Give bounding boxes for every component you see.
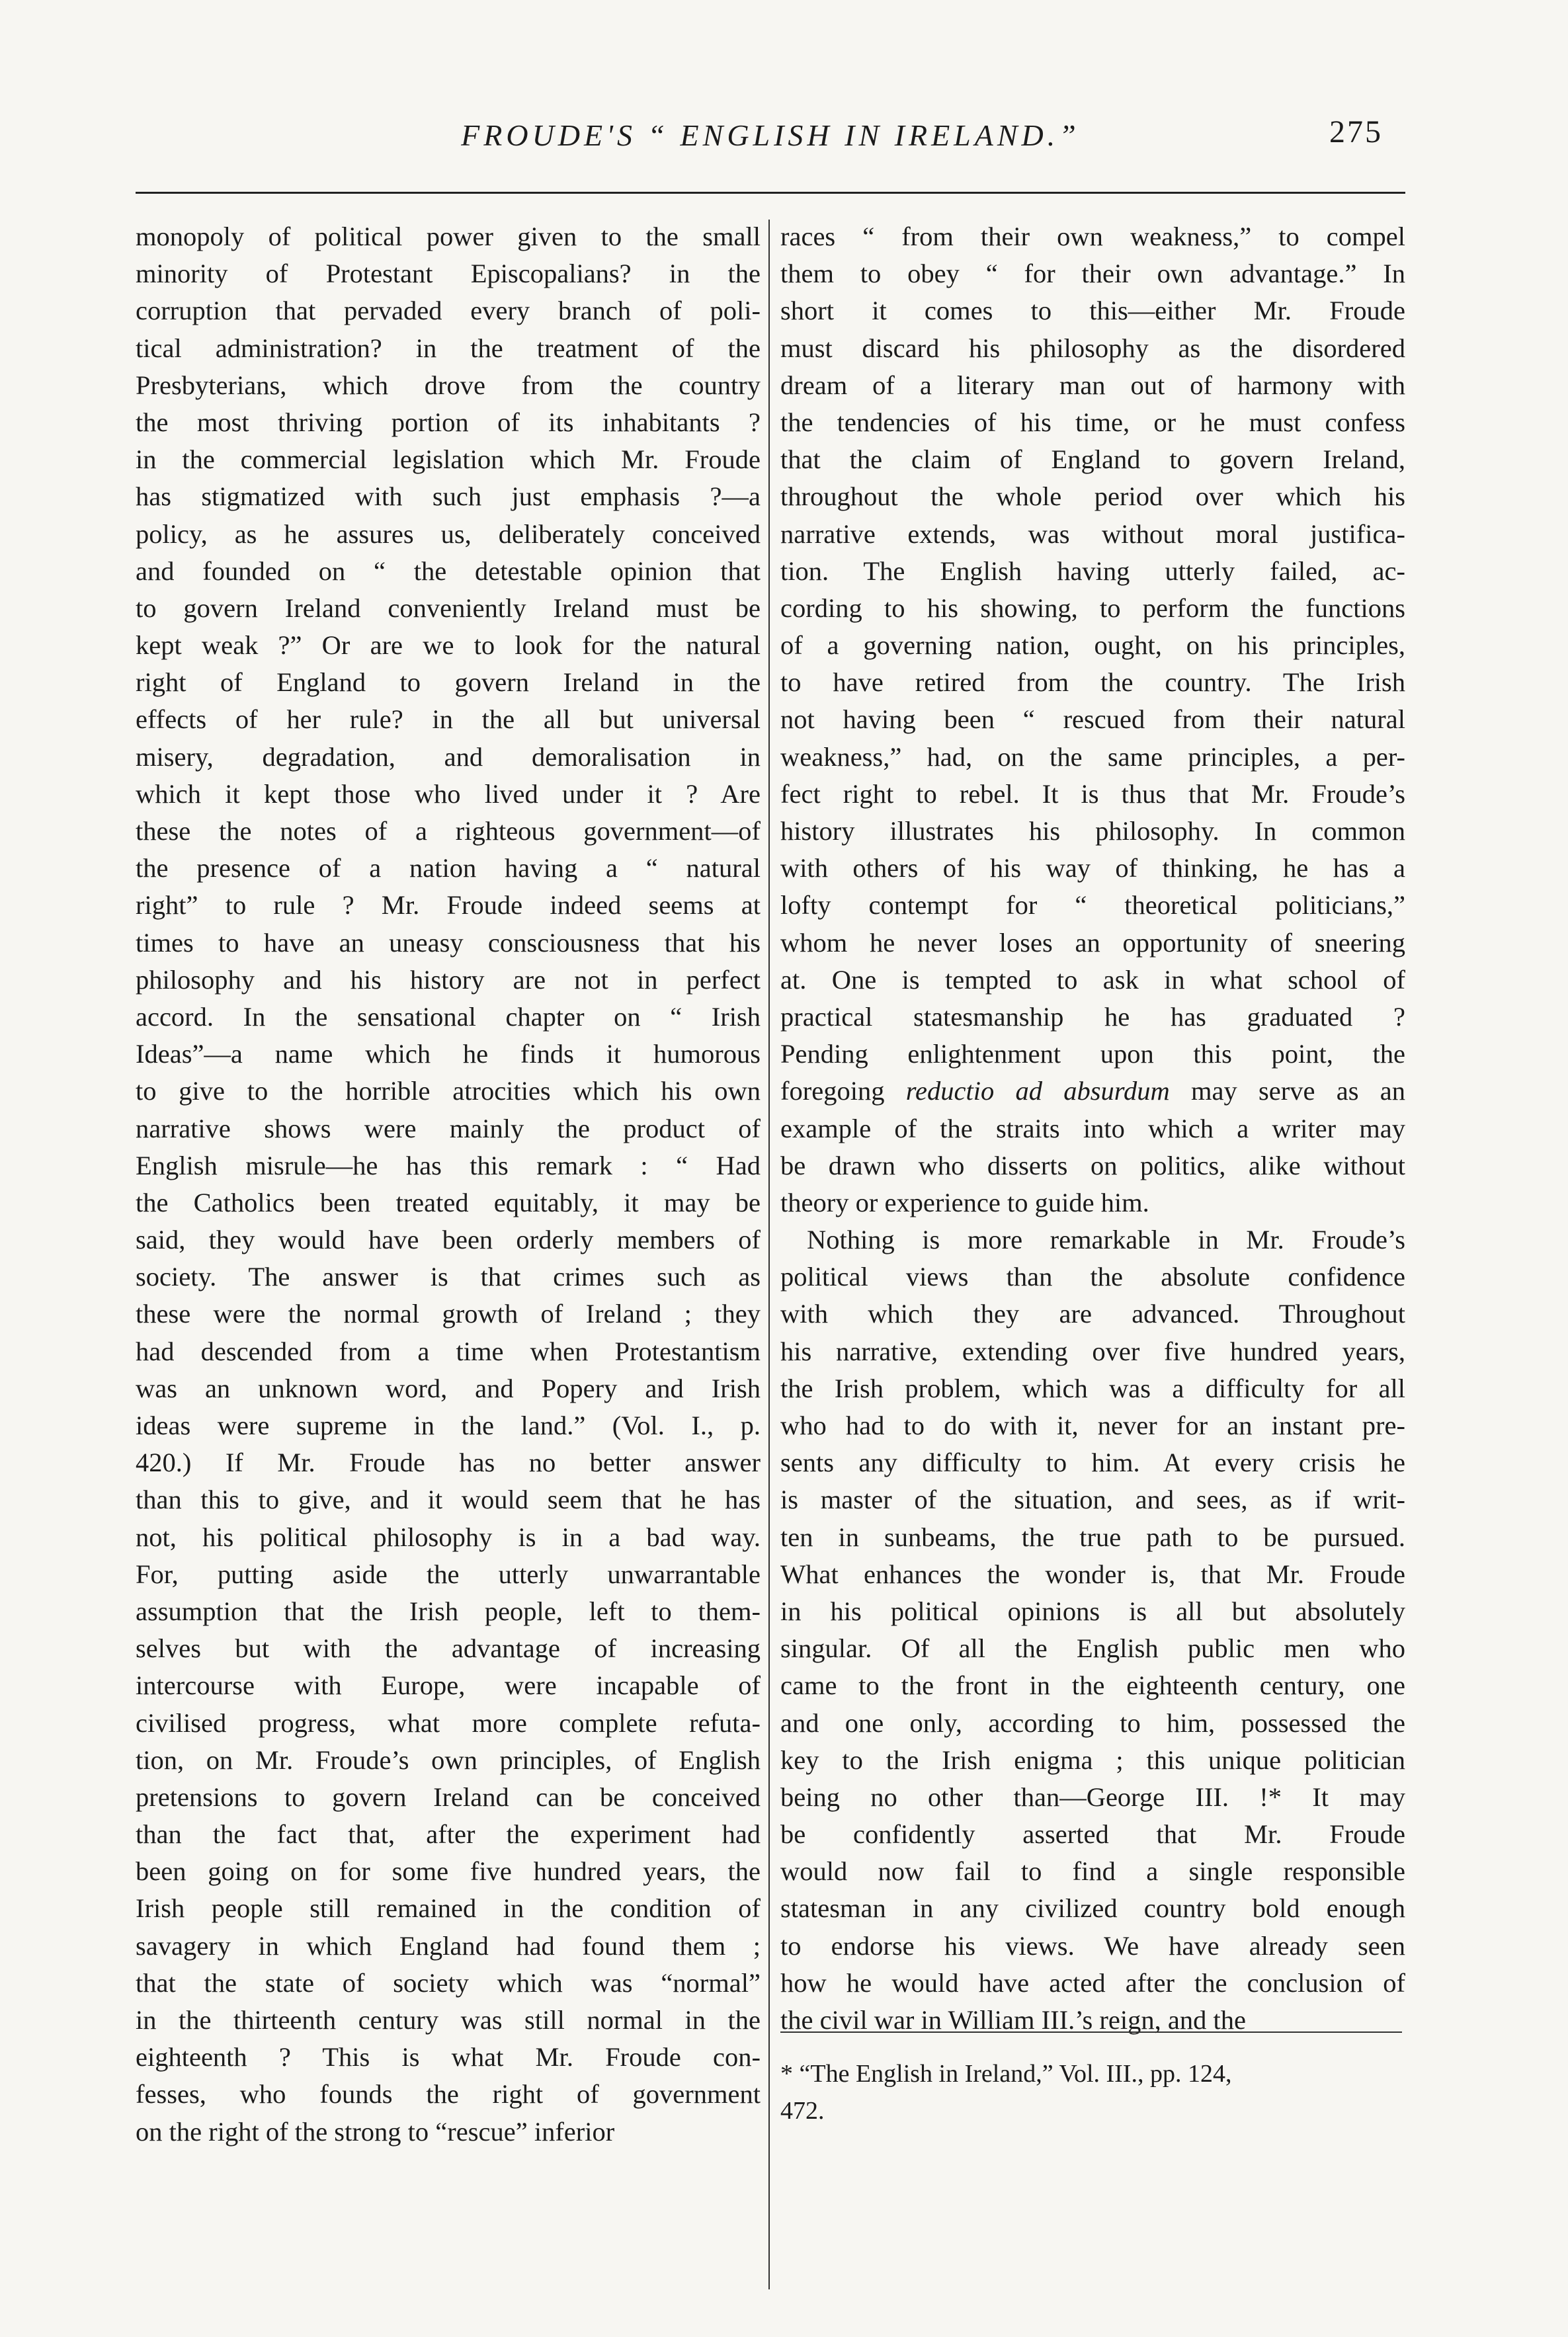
text-line: right” to rule ? Mr. Froude indeed seems at bbox=[136, 890, 761, 921]
text-line: assumption that the Irish people, left to them- bbox=[136, 1596, 761, 1626]
text-line: to govern Ireland conveniently Ireland must be bbox=[136, 593, 761, 623]
text-line: 420.) If Mr. Froude has no better answer bbox=[136, 1448, 761, 1478]
text-line: intercourse with Europe, were incapable of bbox=[136, 1670, 761, 1701]
text-line: tion. The English having utterly failed, ac- bbox=[780, 555, 1405, 586]
text-line: throughout the whole period over which his bbox=[780, 481, 1405, 512]
text-line: kept weak ?” Or are we to look for the natural bbox=[136, 630, 761, 661]
text-line: who had to do with it, never for an instant pre- bbox=[780, 1411, 1405, 1440]
text-line: accord. In the sensational chapter on “ Irish bbox=[136, 1001, 761, 1032]
text-line: how he would have acted after the conclusion of bbox=[780, 1967, 1405, 1998]
text-line: key to the Irish enigma ; this unique politician bbox=[780, 1744, 1405, 1775]
text-line: must discard his philosophy as the disordered bbox=[780, 333, 1405, 363]
text-line: short it comes to this—either Mr. Froude bbox=[780, 296, 1405, 326]
text-line: be confidently asserted that Mr. Froude bbox=[780, 1819, 1405, 1850]
header-rule bbox=[136, 192, 1405, 194]
text-line: these were the normal growth of Ireland ; they bbox=[136, 1299, 761, 1329]
text-line: on the right of the strong to “rescue” inferior bbox=[136, 2116, 615, 2147]
text-line: with others of his way of thinking, he has a bbox=[780, 853, 1405, 883]
text-line: Ideas”—a name which he finds it humorous bbox=[136, 1039, 761, 1069]
text-line: fect right to rebel. It is thus that Mr. Froude’s bbox=[780, 778, 1405, 809]
text-line: foregoing reductio ad absurdum may serve as an bbox=[780, 1076, 1406, 1106]
text-line: ten in sunbeams, the true path to be pursued. bbox=[780, 1522, 1405, 1552]
text-line: these the notes of a righteous government—of bbox=[136, 816, 761, 846]
text-line: savagery in which England had found them ; bbox=[136, 1930, 761, 1961]
text-line: eighteenth ? This is what Mr. Froude con- bbox=[136, 2042, 761, 2072]
left-column bbox=[136, 218, 761, 2151]
text-line: sents any difficulty to him. At every crisis he bbox=[780, 1448, 1405, 1478]
text-line: in the commercial legislation which Mr. Froude bbox=[136, 444, 761, 475]
right-column bbox=[780, 218, 1405, 2039]
text-line: society. The answer is that crimes such as bbox=[136, 1262, 761, 1292]
text-line: the Irish problem, which was a difficulty for all bbox=[780, 1373, 1405, 1403]
running-title: FROUDE'S “ ENGLISH IN IRELAND.” bbox=[461, 118, 1080, 152]
text-line: What enhances the wonder is, that Mr. Froude bbox=[780, 1559, 1405, 1589]
text-line: with which they are advanced. Throughout bbox=[780, 1299, 1405, 1329]
text-line: said, they would have been orderly members of bbox=[136, 1225, 761, 1255]
text-line: the Catholics been treated equitably, it may be bbox=[136, 1187, 761, 1217]
page-number: 275 bbox=[1329, 114, 1383, 149]
text-line: the most thriving portion of its inhabitants ? bbox=[136, 407, 761, 437]
text-line: the tendencies of his time, or he must confess bbox=[780, 407, 1405, 437]
text-line: to have retired from the country. The Irish bbox=[780, 667, 1405, 698]
text-line: English misrule—he has this remark : “ Had bbox=[136, 1150, 761, 1180]
footnote bbox=[780, 2055, 1405, 2129]
text-line: the presence of a nation having a “ natural bbox=[136, 853, 761, 883]
text-line: theory or experience to guide him. bbox=[780, 1187, 1149, 1217]
text-line: statesman in any civilized country bold enough bbox=[780, 1893, 1405, 1924]
text-line: his narrative, extending over five hundred years, bbox=[780, 1336, 1405, 1366]
text-line: right of England to govern Ireland in the bbox=[136, 667, 761, 698]
text-line: and founded on “ the detestable opinion that bbox=[136, 555, 761, 586]
text-line: selves but with the advantage of increasing bbox=[136, 1633, 761, 1664]
text-line: to endorse his views. We have already seen bbox=[780, 1930, 1405, 1961]
text-line: of a governing nation, ought, on his principles, bbox=[780, 630, 1405, 661]
text-line: Nothing is more remarkable in Mr. Froude’s bbox=[807, 1225, 1405, 1255]
text-line: singular. Of all the English public men who bbox=[780, 1633, 1405, 1664]
text-line: example of the straits into which a writer may bbox=[780, 1113, 1405, 1143]
text-line: Irish people still remained in the condition of bbox=[136, 1893, 761, 1924]
footnote-rule bbox=[780, 2031, 1402, 2033]
text-line: cording to his showing, to perform the functions bbox=[780, 593, 1405, 623]
text-line: monopoly of political power given to the small bbox=[136, 222, 761, 251]
text-line: weakness,” had, on the same principles, a per- bbox=[780, 741, 1405, 772]
text-line: whom he never loses an opportunity of sneering bbox=[780, 927, 1405, 958]
text-line: ideas were supreme in the land.” (Vol. I., p. bbox=[136, 1411, 761, 1440]
text-line: than the fact that, after the experiment had bbox=[136, 1819, 761, 1850]
text-line: not, his political philosophy is in a bad way. bbox=[136, 1522, 761, 1552]
text-line: being no other than—George III. !* It may bbox=[780, 1782, 1405, 1812]
text-line: that the state of society which was “normal” bbox=[136, 1967, 761, 1998]
text-line: that the claim of England to govern Ireland, bbox=[780, 444, 1405, 475]
latin-phrase: reductio ad absurdum bbox=[905, 1076, 1170, 1106]
text-line: times to have an uneasy consciousness that his bbox=[136, 927, 761, 958]
text-line: came to the front in the eighteenth century, one bbox=[780, 1670, 1405, 1701]
text-line: races “ from their own weakness,” to compel bbox=[780, 222, 1405, 251]
text-line: is master of the situation, and sees, as if writ- bbox=[780, 1485, 1405, 1515]
text-line: has stigmatized with such just emphasis ?—a bbox=[136, 481, 761, 512]
text-line: political views than the absolute confidence bbox=[780, 1262, 1405, 1292]
text-line: had descended from a time when Protestantism bbox=[136, 1336, 761, 1366]
text-line: history illustrates his philosophy. In common bbox=[780, 816, 1405, 846]
text-line: been going on for some five hundred years, the bbox=[136, 1856, 761, 1887]
text-line: which it kept those who lived under it ? Are bbox=[136, 778, 761, 809]
text-line: and one only, according to him, possessed the bbox=[780, 1707, 1405, 1738]
text-line: narrative shows were mainly the product of bbox=[136, 1113, 761, 1143]
text-line: at. One is tempted to ask in what school of bbox=[780, 964, 1405, 995]
text-line: tion, on Mr. Froude’s own principles, of English bbox=[136, 1744, 761, 1775]
text-line: pretensions to govern Ireland can be conceived bbox=[136, 1782, 761, 1812]
footnote-line: * “The English in Ireland,” Vol. III., pp. 124, bbox=[780, 2060, 1232, 2088]
footnote-line: 472. bbox=[780, 2097, 825, 2125]
text-line: was an unknown word, and Popery and Irish bbox=[136, 1373, 761, 1403]
text-line: in the thirteenth century was still normal in the bbox=[136, 2005, 761, 2035]
text-line: effects of her rule? in the all but universal bbox=[136, 704, 761, 735]
text-line: lofty contempt for “ theoretical politicians,” bbox=[780, 890, 1405, 921]
text-line: dream of a literary man out of harmony with bbox=[780, 370, 1405, 400]
text-line: practical statesmanship he has graduated ? bbox=[780, 1001, 1405, 1032]
text-line: For, putting aside the utterly unwarrantable bbox=[136, 1559, 761, 1589]
text-line: misery, degradation, and demoralisation in bbox=[136, 741, 761, 772]
text-line: Presbyterians, which drove from the country bbox=[136, 370, 761, 400]
text-line: to give to the horrible atrocities which his own bbox=[136, 1076, 761, 1106]
text-line: them to obey “ for their own advantage.” In bbox=[780, 259, 1405, 289]
text-line: not having been “ rescued from their natural bbox=[780, 704, 1405, 735]
column-rule bbox=[768, 220, 770, 2289]
text-line: corruption that pervaded every branch of poli- bbox=[136, 296, 761, 326]
text-line: the civil war in William III.’s reign, and the bbox=[780, 2005, 1246, 2035]
text-line: tical administration? in the treatment of the bbox=[136, 333, 761, 363]
text-line: than this to give, and it would seem that he has bbox=[136, 1485, 761, 1515]
text-line: minority of Protestant Episcopalians? in the bbox=[136, 259, 761, 289]
text-line: narrative extends, was without moral justifica- bbox=[780, 518, 1405, 549]
text-line: in his political opinions is all but absolutely bbox=[780, 1596, 1405, 1626]
text-line: philosophy and his history are not in perfect bbox=[136, 964, 761, 995]
text-line: fesses, who founds the right of government bbox=[136, 2079, 761, 2110]
text-line: would now fail to find a single responsible bbox=[780, 1856, 1405, 1887]
text-line: Pending enlightenment upon this point, the bbox=[780, 1039, 1405, 1069]
text-line: civilised progress, what more complete refuta- bbox=[136, 1707, 761, 1738]
text-line: be drawn who disserts on politics, alike without bbox=[780, 1150, 1405, 1180]
text-line: policy, as he assures us, deliberately conceived bbox=[136, 518, 761, 549]
